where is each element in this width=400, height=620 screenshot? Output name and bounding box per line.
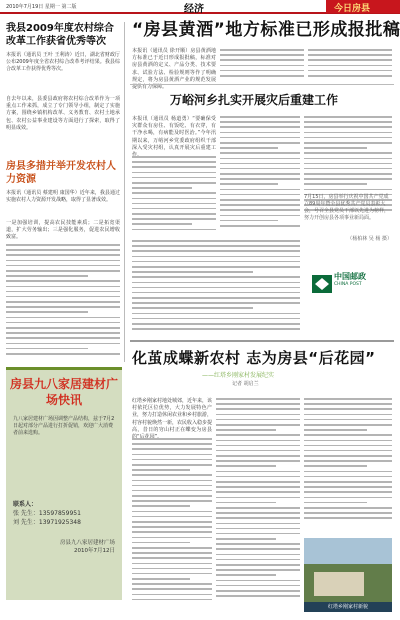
ad-signature: 房县九八家居建材广场: [59, 540, 115, 546]
feature-headline: 化茧成蝶新农村 志为房县“后花园”: [132, 349, 376, 367]
story-divider: [130, 84, 394, 85]
column-divider: [124, 22, 125, 362]
china-post-ad: [304, 245, 390, 307]
feature-col1: [132, 438, 212, 612]
left-column: [6, 22, 120, 354]
issue-date: 2010年7月19日 星期一 第二版: [6, 4, 77, 10]
photo-building: [314, 572, 364, 596]
story-reconstruction-bottom-text: [132, 240, 300, 336]
article-reform-lead: 本报讯（通讯员 王叶 王利涛）近日，湖北省财政厅公布2009年度全省农村综合改革考评结果。我县综合改革工作获得优秀等次。: [6, 52, 120, 73]
china-post-name-en: CHINA POST: [334, 282, 362, 287]
photo-caption: 红塔乡刚家村新貌: [304, 602, 392, 612]
feature-byline: 记者 胡启兰: [232, 381, 259, 387]
feature-story: [132, 348, 392, 388]
feature-col3: [304, 398, 392, 532]
top-story-text-col2: [220, 49, 304, 77]
newspaper-logo: [326, 0, 400, 13]
ad-date: 2010年7月12日: [74, 548, 115, 554]
ad-phone-1: 张 先生：13597859951: [13, 510, 81, 517]
building-materials-ad: [6, 367, 122, 600]
photo-news-credit: （杨柏林 吴 杨 摄）: [347, 236, 392, 242]
photo-news-note: 7月15日，房县举行庆祝中国共产党成立89周年暨全县优秀共产党员表彰大会，号召全县党员干部以先进为榜样，努力开创房县各项事业新局面。: [304, 194, 390, 221]
feature-lead: 红塔乡刚家村地处城郊，近年来，该村依托区位优势，大力发展特色产业，努力打造休闲农业和乡村旅游，村容村貌焕然一新，农民收入稳步提高，昔日的穷山村正在蝶变为房县: [132, 398, 213, 433]
story-reconstruction-headline: 万峪河乡扎实开展灾后重建工作: [170, 93, 339, 107]
top-story-text-col3: [308, 49, 392, 77]
ad-contact-label: 联系人：: [13, 501, 38, 508]
article-hr-text-lines: [6, 244, 120, 354]
village-photo: [304, 538, 392, 612]
story-reconstruction-col2: [220, 116, 300, 236]
top-story-headline: “房县黄酒”地方标准已形成报批稿: [132, 20, 400, 40]
section-title: 经济: [184, 4, 204, 15]
feature-col2: [216, 398, 300, 612]
story-reconstruction-lead: 本报讯（通讯员 杨道勇）“要确保受灾群众有房住、有饭吃、有衣穿，有干净水喝，有病能及时医治。”今年汛期以来，万峪河乡党委政府组织干部深入受灾村组，认真开展灾后重建工: [132, 116, 216, 151]
headline-reform-award: 我县2009年度农村综合改革工作获省优秀等次: [6, 23, 114, 47]
feature-divider: [130, 340, 394, 342]
article-reform-body: 自去年以来，县委县政府将农村综合改革作为一项重点工作来抓，成立了专门领导小组，制定了实施方案，围绕乡镇机构改革、义务教育、农村土地承包、农村公益事业建设等方面进行了探索，取得了明显成效。: [6, 96, 120, 131]
article-hr-lead: 本报讯（通讯员 蔡建明 康国华）近年来，我县通过实施农村人力资源开发战略，取得了显著成效。: [6, 190, 120, 204]
newspaper-logo-text: 今日房县: [334, 4, 371, 14]
story-reconstruction: [170, 92, 370, 108]
ad-body: 九八家居建材广场因调整产品结构，兹于7月2日起对部分产品进行打折促销，欢迎广大消费者前来选购。: [13, 416, 115, 437]
ad-title: 房县九八家居建材广场快讯: [9, 377, 118, 407]
china-post-name: 中国邮政: [334, 272, 366, 281]
article-hr-body: 一是加强培训，提高农民技能素质；二是拓宽渠道，扩大劳务输出；三是强化服务，促进农民增收致富。: [6, 220, 120, 241]
top-story: [132, 20, 400, 40]
top-story-lead: 本报讯（通讯员 徐开顺）房县黄酒地方标准已于近日形成报批稿，标准对房县黄酒的定义、产品分类、技术要求、试验方法、检验规则等作了明确规定，将为房县黄酒产业的规范发展提供有力保障。: [132, 48, 216, 91]
headline-human-resources: 房县多措并举开发农村人力资源: [6, 161, 116, 185]
story-reconstruction-col1: [132, 156, 216, 236]
feature-subhead: ——红塔乡刚家村发展纪实: [202, 372, 275, 379]
ad-phone-2: 刘 先生：13971925348: [13, 519, 81, 526]
